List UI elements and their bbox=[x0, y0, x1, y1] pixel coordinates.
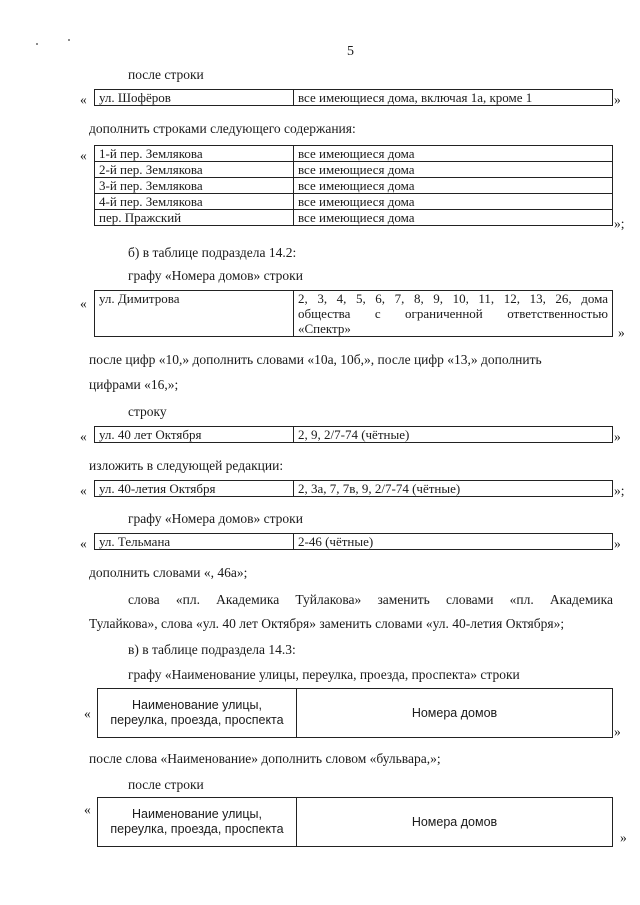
close-quote: » bbox=[620, 830, 627, 845]
close-quote: » bbox=[618, 325, 625, 340]
close-quote: » bbox=[614, 429, 621, 444]
text-replace-words-1: слова «пл. Академика Туйлакова» заменить словами «пл. Академика bbox=[128, 592, 613, 607]
street-cell: ул. Шофёров bbox=[95, 90, 294, 106]
text-add-46a: дополнить словами «, 46а»; bbox=[89, 565, 248, 580]
close-quote: » bbox=[614, 724, 621, 739]
name-header-cell: Наименование улицы, переулка, проезда, проспекта bbox=[98, 798, 297, 847]
table-row bbox=[95, 291, 613, 337]
open-quote: « bbox=[80, 92, 87, 107]
text-after-row-2: после строки bbox=[128, 777, 204, 792]
close-quote: »; bbox=[614, 483, 625, 498]
open-quote: « bbox=[84, 802, 91, 817]
text-section-b: б) в таблице подраздела 14.2: bbox=[128, 245, 297, 260]
close-quote: » bbox=[614, 92, 621, 107]
scan-speck bbox=[36, 43, 38, 45]
table-header-2 bbox=[97, 797, 613, 847]
table-row bbox=[95, 427, 613, 443]
text-column-houses: графу «Номера домов» строки bbox=[128, 268, 303, 283]
houses-line: 2, 3, 4, 5, 6, 7, 8, 9, 10, 11, 12, 13, 26, дома bbox=[298, 291, 608, 306]
table-row bbox=[95, 146, 613, 162]
street-cell: 2-й пер. Землякова bbox=[95, 162, 294, 178]
table-row bbox=[95, 210, 613, 226]
houses-header-cell: Номера домов bbox=[297, 689, 613, 738]
houses-cell: все имеющиеся дома bbox=[294, 194, 613, 210]
houses-cell: все имеющиеся дома bbox=[294, 178, 613, 194]
street-cell: ул. 40 лет Октября bbox=[95, 427, 294, 443]
street-cell: ул. Димитрова bbox=[95, 291, 294, 337]
houses-cell: 2, 3а, 7, 7в, 9, 2/7-74 (чётные) bbox=[294, 481, 613, 497]
close-quote: » bbox=[614, 536, 621, 551]
table-row bbox=[95, 534, 613, 550]
page-number: 5 bbox=[347, 44, 354, 59]
houses-cell: 2, 9, 2/7-74 (чётные) bbox=[294, 427, 613, 443]
table-row bbox=[98, 689, 613, 738]
table-40-letiya bbox=[94, 480, 613, 497]
houses-line: общества с ограниченной ответственностью bbox=[298, 306, 608, 321]
text-after-digits: после цифр «10,» дополнить словами «10а, 10б,», после цифр «13,» дополнить bbox=[89, 352, 542, 367]
open-quote: « bbox=[80, 483, 87, 498]
houses-cell: все имеющиеся дома, включая 1а, кроме 1 bbox=[294, 90, 613, 106]
name-header-cell: Наименование улицы, переулка, проезда, проспекта bbox=[98, 689, 297, 738]
open-quote: « bbox=[80, 536, 87, 551]
open-quote: « bbox=[80, 429, 87, 444]
text-after-word: после слова «Наименование» дополнить словом «бульвара,»; bbox=[89, 751, 441, 766]
table-row bbox=[95, 90, 613, 106]
street-cell: ул. Тельмана bbox=[95, 534, 294, 550]
street-cell: 4-й пер. Землякова bbox=[95, 194, 294, 210]
houses-line: «Спектр» bbox=[298, 321, 351, 336]
table-zemlyakova bbox=[94, 145, 613, 226]
table-row bbox=[98, 798, 613, 847]
street-cell: пер. Пражский bbox=[95, 210, 294, 226]
table-shoferov bbox=[94, 89, 613, 106]
houses-cell bbox=[294, 291, 613, 337]
open-quote: « bbox=[84, 706, 91, 721]
houses-cell: 2-46 (чётные) bbox=[294, 534, 613, 550]
table-telmana bbox=[94, 533, 613, 550]
close-quote: »; bbox=[614, 216, 625, 231]
text-after-row: после строки bbox=[128, 67, 204, 82]
table-row bbox=[95, 481, 613, 497]
street-cell: ул. 40-летия Октября bbox=[95, 481, 294, 497]
text-column-name: графу «Наименование улицы, переулка, проезда, проспекта» строки bbox=[128, 667, 520, 682]
table-row bbox=[95, 162, 613, 178]
text-new-edition: изложить в следующей редакции: bbox=[89, 458, 284, 473]
text-row: строку bbox=[128, 404, 167, 419]
text-digits-16: цифрами «16,»; bbox=[89, 377, 179, 392]
street-cell: 1-й пер. Землякова bbox=[95, 146, 294, 162]
table-40-let bbox=[94, 426, 613, 443]
table-row bbox=[95, 194, 613, 210]
text-section-v: в) в таблице подраздела 14.3: bbox=[128, 642, 296, 657]
houses-cell: все имеющиеся дома bbox=[294, 162, 613, 178]
open-quote: « bbox=[80, 148, 87, 163]
table-header-1 bbox=[97, 688, 613, 738]
houses-cell: все имеющиеся дома bbox=[294, 210, 613, 226]
houses-header-cell: Номера домов bbox=[297, 798, 613, 847]
table-dimitrova bbox=[94, 290, 613, 337]
street-cell: 3-й пер. Землякова bbox=[95, 178, 294, 194]
text-column-houses-2: графу «Номера домов» строки bbox=[128, 511, 303, 526]
table-row bbox=[95, 178, 613, 194]
open-quote: « bbox=[80, 296, 87, 311]
text-add-rows: дополнить строками следующего содержания: bbox=[89, 121, 356, 136]
houses-cell: все имеющиеся дома bbox=[294, 146, 613, 162]
scan-speck bbox=[68, 39, 70, 41]
text-replace-words-2: Тулайкова», слова «ул. 40 лет Октября» заменить словами «ул. 40-летия Октября»; bbox=[89, 616, 565, 631]
